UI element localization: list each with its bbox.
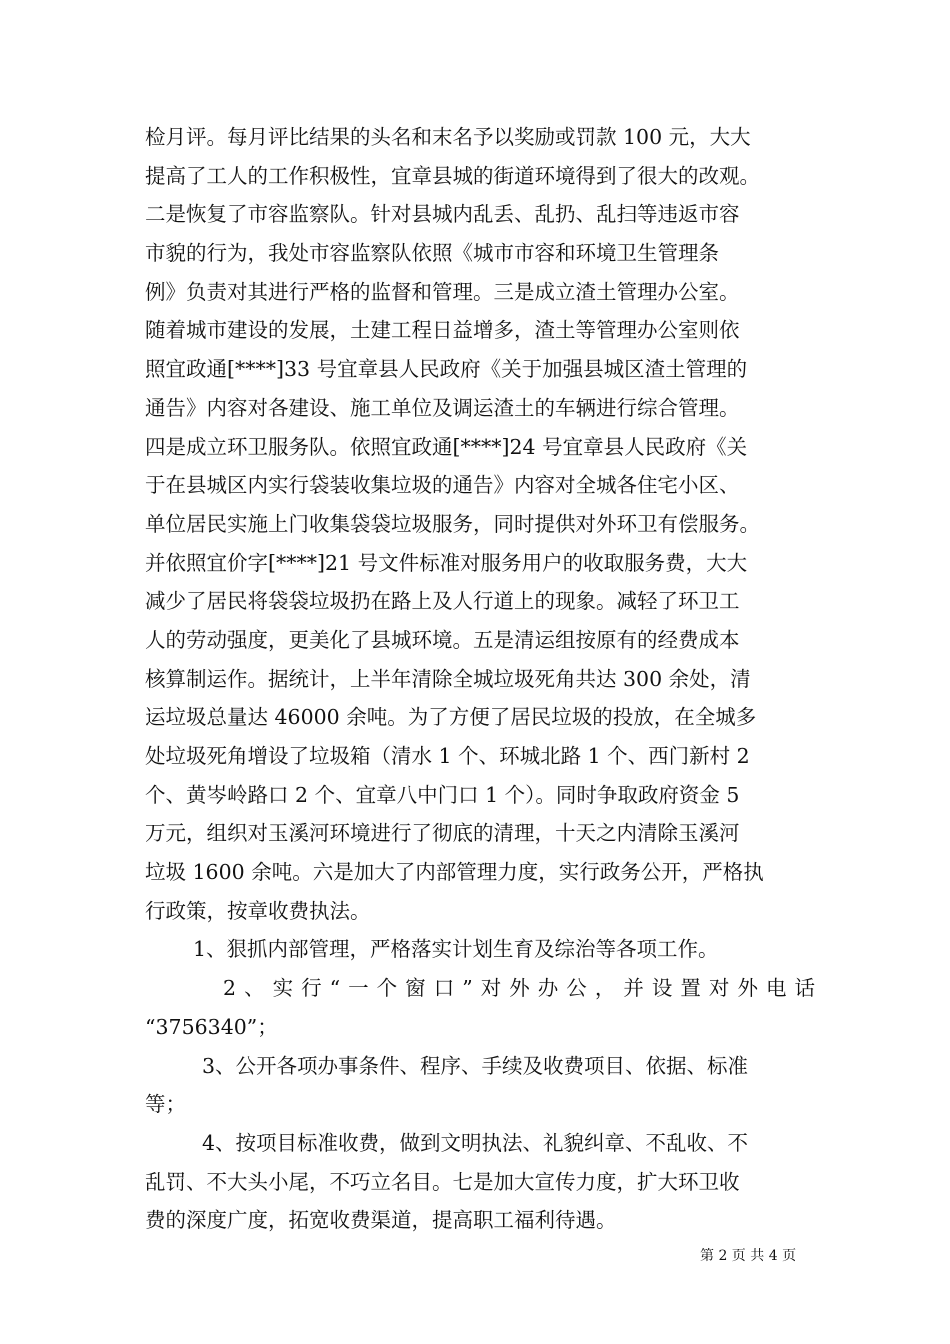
document-line: 核算制运作。据统计，上半年清除全城垃圾死角共达 300 余处，清 [145,666,751,691]
document-line: 检月评。每月评比结果的头名和末名予以奖励或罚款 100 元，大大 [145,125,751,149]
document-line: 费的深度广度，拓宽收费渠道，提高职工福利待遇。 [145,1208,617,1233]
document-line: 2、实行“一个窗口”对外办公，并设置对外电话 [223,976,815,1001]
document-line: 3、公开各项办事条件、程序、手续及收费项目、依据、标准 [202,1053,749,1078]
document-line: 四是成立环卫服务队。依照宜政通[****]24 号宜章县人民政府《关 [145,434,748,459]
document-line: 处垃圾死角增设了垃圾箱（清水 1 个、环城北路 1 个、西门新村 2 [145,744,750,768]
document-line: 万元，组织对玉溪河环境进行了彻底的清理，十天之内清除玉溪河 [145,821,740,846]
document-line: 垃圾 1600 余吨。六是加大了内部管理力度，实行政务公开，严格执 [145,860,764,885]
document-line: 等； [145,1092,186,1117]
document-line: 于在县城区内实行袋装收集垃圾的通告》内容对全城各住宅小区、 [145,473,740,498]
document-line: 例》负责对其进行严格的监督和管理。三是成立渣土管理办公室。 [145,279,740,304]
document-line: 人的劳动强度，更美化了县城环境。五是清运组按原有的经费成本 [145,627,740,652]
document-line: 随着城市建设的发展，土建工程日益增多，渣土等管理办公室则依 [145,318,740,343]
document-line: 提高了工人的工作积极性，宜章县城的街道环境得到了很大的改观。 [145,163,760,188]
document-line: “3756340”； [145,1014,278,1039]
document-line: 通告》内容对各建设、施工单位及调运渣土的车辆进行综合管理。 [145,395,740,420]
document-line: 运垃圾总量达 46000 余吨。为了方便了居民垃圾的投放，在全城多 [145,705,757,730]
document-line: 并依照宜价字[****]21 号文件标准对服务用户的收取服务费，大大 [145,550,748,575]
document-line: 1、狠抓内部管理，严格落实计划生育及综治等各项工作。 [193,937,719,962]
document-line: 个、黄岑岭路口 2 个、宜章八中门口 1 个）。同时争取政府资金 5 [145,782,740,807]
document-line: 4、按项目标准收费，做到文明执法、礼貌纠章、不乱收、不 [202,1130,749,1155]
document-body [145,118,815,1240]
document-line: 市貌的行为，我处市容监察队依照《城市市容和环境卫生管理条 [145,241,719,266]
document-line: 照宜政通[****]33 号宜章县人民政府《关于加强县城区渣土管理的 [145,357,748,382]
document-line: 减少了居民将袋袋垃圾扔在路上及人行道上的现象。减轻了环卫工 [145,589,740,614]
page-number-footer: 第 2 页 共 4 页 [700,1248,797,1264]
document-line: 行政策，按章收费执法。 [145,898,371,923]
document-line: 乱罚、不大头小尾，不巧立名目。七是加大宣传力度，扩大环卫收 [145,1169,740,1194]
document-line: 二是恢复了市容监察队。针对县城内乱丢、乱扔、乱扫等违返市容 [145,202,740,227]
document-line: 单位居民实施上门收集袋袋垃圾服务，同时提供对外环卫有偿服务。 [145,511,760,536]
